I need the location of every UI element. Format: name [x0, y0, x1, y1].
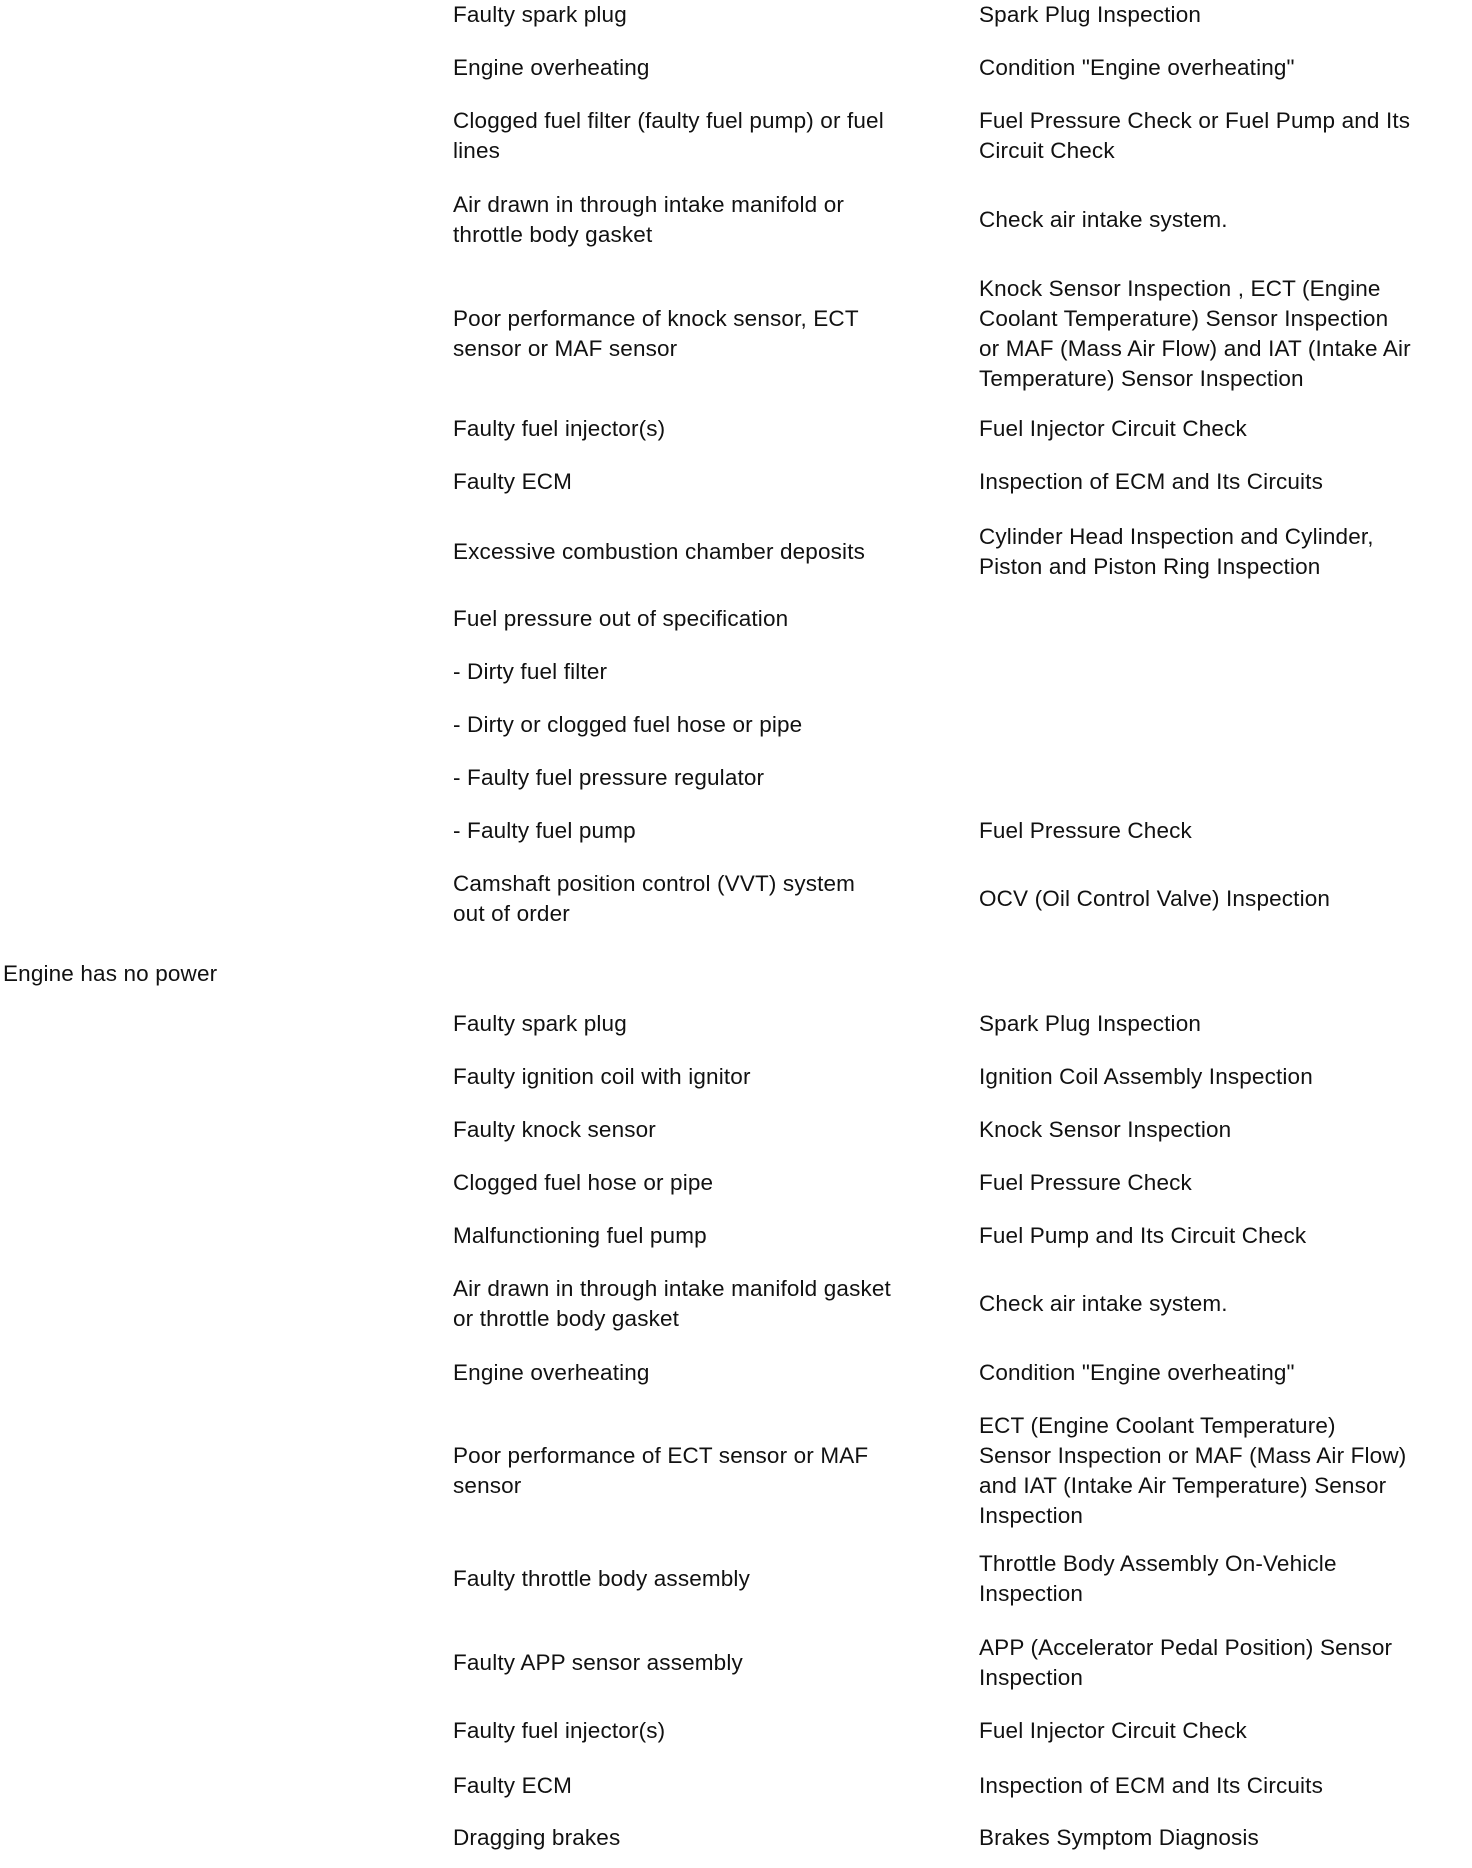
- cause-text: Faulty APP sensor assembly: [453, 1650, 743, 1675]
- action-text: Check air intake system.: [979, 1291, 1228, 1316]
- action-text: Condition "Engine overheating": [979, 1360, 1295, 1385]
- cause-text: - Dirty fuel filter: [453, 659, 608, 684]
- action-text: Spark Plug Inspection: [979, 2, 1202, 27]
- action-text: Sensor Inspection or MAF (Mass Air Flow): [979, 1443, 1407, 1468]
- action-text: Fuel Injector Circuit Check: [979, 1718, 1247, 1743]
- cause-text: Malfunctioning fuel pump: [453, 1223, 707, 1248]
- action-text: APP (Accelerator Pedal Position) Sensor: [979, 1635, 1393, 1660]
- action-text: Check air intake system.: [979, 207, 1228, 232]
- cause-text: - Dirty or clogged fuel hose or pipe: [453, 712, 803, 737]
- action-text: Knock Sensor Inspection: [979, 1117, 1232, 1142]
- action-text: Fuel Pressure Check: [979, 818, 1192, 843]
- action-text: Fuel Injector Circuit Check: [979, 416, 1247, 441]
- action-text: Piston and Piston Ring Inspection: [979, 554, 1321, 579]
- cause-text: Faulty spark plug: [453, 1011, 627, 1036]
- action-text: Brakes Symptom Diagnosis: [979, 1825, 1259, 1850]
- cause-text: Faulty ignition coil with ignitor: [453, 1064, 751, 1089]
- cause-text: Camshaft position control (VVT) system: [453, 871, 856, 896]
- cause-text: Air drawn in through intake manifold gasket: [453, 1276, 891, 1301]
- cause-text: Faulty spark plug: [453, 2, 627, 27]
- action-text: or MAF (Mass Air Flow) and IAT (Intake Air: [979, 336, 1411, 361]
- action-text: Spark Plug Inspection: [979, 1011, 1202, 1036]
- action-text: OCV (Oil Control Valve) Inspection: [979, 886, 1331, 911]
- cause-text: sensor: [453, 1473, 522, 1498]
- cause-text: Clogged fuel hose or pipe: [453, 1170, 714, 1195]
- action-text: Coolant Temperature) Sensor Inspection: [979, 306, 1389, 331]
- cause-text: Fuel pressure out of specification: [453, 606, 789, 631]
- cause-text: Dragging brakes: [453, 1825, 621, 1850]
- action-text: Knock Sensor Inspection , ECT (Engine: [979, 276, 1381, 301]
- cause-text: or throttle body gasket: [453, 1306, 680, 1331]
- cause-text: Air drawn in through intake manifold or: [453, 192, 845, 217]
- cause-text: Faulty fuel injector(s): [453, 1718, 666, 1743]
- action-text: Inspection: [979, 1503, 1084, 1528]
- action-text: ECT (Engine Coolant Temperature): [979, 1413, 1336, 1438]
- cause-text: Faulty throttle body assembly: [453, 1566, 750, 1591]
- cause-text: Clogged fuel filter (faulty fuel pump) or fuel: [453, 108, 884, 133]
- action-text: Circuit Check: [979, 138, 1115, 163]
- action-text: Cylinder Head Inspection and Cylinder,: [979, 524, 1374, 549]
- cause-text: - Faulty fuel pump: [453, 818, 636, 843]
- action-text: Throttle Body Assembly On-Vehicle: [979, 1551, 1337, 1576]
- cause-text: Faulty ECM: [453, 1773, 573, 1798]
- action-text: Fuel Pump and Its Circuit Check: [979, 1223, 1307, 1248]
- action-text: Temperature) Sensor Inspection: [979, 366, 1304, 391]
- cause-text: Faulty knock sensor: [453, 1117, 656, 1142]
- action-text: Inspection of ECM and Its Circuits: [979, 1773, 1323, 1798]
- action-text: Inspection: [979, 1665, 1084, 1690]
- cause-text: - Faulty fuel pressure regulator: [453, 765, 765, 790]
- cause-text: Faulty fuel injector(s): [453, 416, 666, 441]
- action-text: and IAT (Intake Air Temperature) Sensor: [979, 1473, 1387, 1498]
- action-text: Inspection of ECM and Its Circuits: [979, 469, 1323, 494]
- cause-text: Faulty ECM: [453, 469, 573, 494]
- action-text: Condition "Engine overheating": [979, 55, 1295, 80]
- cause-text: out of order: [453, 901, 570, 926]
- cause-text: lines: [453, 138, 501, 163]
- cause-text: throttle body gasket: [453, 222, 653, 247]
- action-text: Ignition Coil Assembly Inspection: [979, 1064, 1313, 1089]
- cause-text: Engine overheating: [453, 55, 650, 80]
- cause-text: sensor or MAF sensor: [453, 336, 678, 361]
- cause-text: Poor performance of knock sensor, ECT: [453, 306, 859, 331]
- condition-label: Engine has no power: [3, 961, 218, 986]
- cause-text: Excessive combustion chamber deposits: [453, 539, 865, 564]
- action-text: Fuel Pressure Check or Fuel Pump and Its: [979, 108, 1411, 133]
- action-text: Fuel Pressure Check: [979, 1170, 1192, 1195]
- cause-text: Engine overheating: [453, 1360, 650, 1385]
- cause-text: Poor performance of ECT sensor or MAF: [453, 1443, 869, 1468]
- action-text: Inspection: [979, 1581, 1084, 1606]
